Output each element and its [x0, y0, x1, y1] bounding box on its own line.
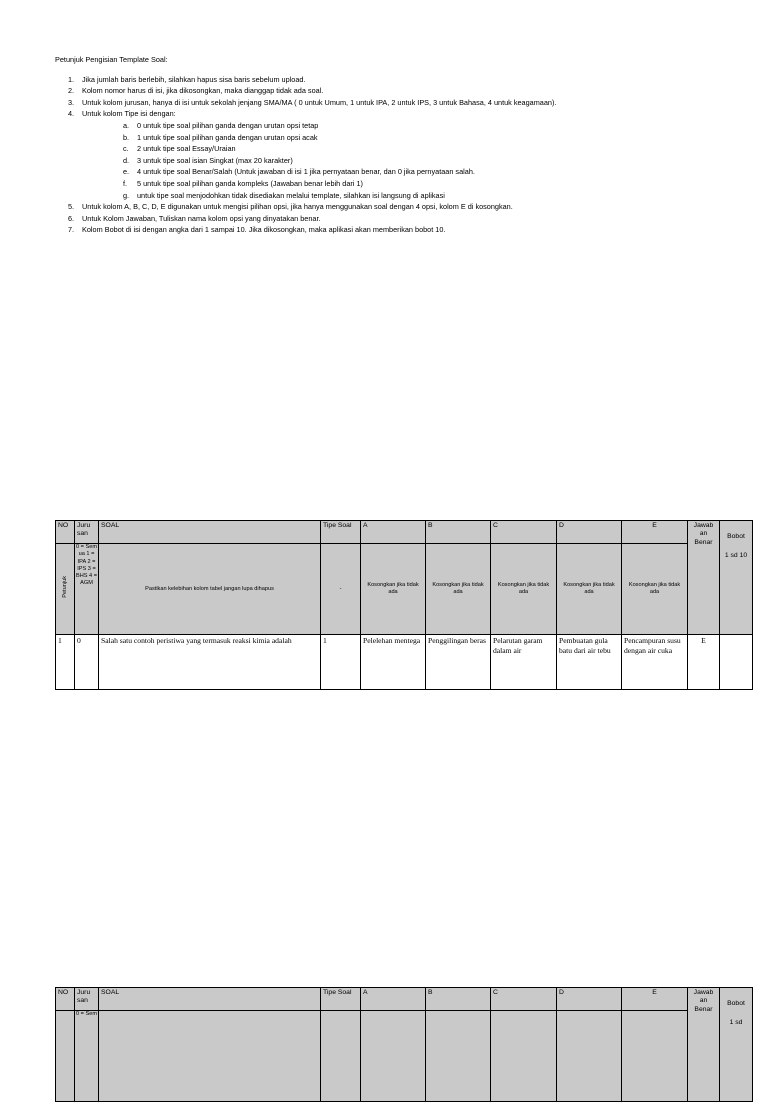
header-jawaban: Jawab an Benar: [688, 521, 720, 635]
sub-item-text: 4 untuk tipe soal Benar/Salah (Untuk jawaban di isi 1 jika pernyataan benar, dan 0 jika pernyataan salah.: [137, 167, 475, 177]
sub-item-text: 2 untuk tipe soal Essay/Uraian: [137, 144, 236, 154]
table-guide-row: [56, 544, 753, 635]
item-number: 4.: [68, 109, 75, 119]
jurusan-codes: 0 = Sem: [75, 1011, 99, 1102]
header-jawaban: Jawab an Benar: [688, 988, 720, 1102]
item-text: Kolom Bobot di isi dengan angka dari 1 sampai 10. Jika dikosongkan, maka aplikasi akan memberikan bobot 10.: [82, 225, 446, 235]
table-row: [56, 635, 753, 690]
cell-soal: Salah satu contoh peristiwa yang termasuk reaksi kimia adalah: [99, 635, 321, 690]
cell-jawaban: E: [688, 635, 720, 690]
bobot-range: 1 sd: [729, 1019, 743, 1027]
header-option-e: E: [622, 521, 688, 544]
sub-item: [82, 132, 755, 144]
table-header-row: [56, 988, 753, 1011]
option-c-note: Kosongkan jika tidak ada: [491, 544, 557, 635]
cell-jurusan: 0: [75, 635, 99, 690]
instruction-item: [55, 85, 755, 97]
header-option-c: C: [491, 521, 557, 544]
option-c-note: [491, 1011, 557, 1102]
header-bobot: [720, 988, 753, 1102]
cell-tipe: 1: [321, 635, 361, 690]
header-bobot: [720, 521, 753, 635]
option-a-note: Kosongkan jika tidak ada: [361, 544, 426, 635]
header-no: NO: [56, 521, 75, 544]
sub-item-text: 0 untuk tipe soal pilihan ganda dengan urutan opsi tetap: [137, 120, 319, 130]
header-option-a: A: [361, 988, 426, 1011]
table-header-row: [56, 521, 753, 544]
sub-item: [82, 120, 755, 132]
cell-option-b: Penggilingan beras: [426, 635, 491, 690]
cell-bobot: [720, 635, 753, 690]
option-a-note: [361, 1011, 426, 1102]
option-b-note: Kosongkan jika tidak ada: [426, 544, 491, 635]
instructions-title: Petunjuk Pengisian Template Soal:: [55, 55, 168, 64]
question-template-table: [55, 520, 753, 690]
instruction-item: [55, 213, 755, 225]
option-d-note: Kosongkan jika tidak ada: [557, 544, 622, 635]
header-option-d: D: [557, 521, 622, 544]
option-e-note: [622, 1011, 688, 1102]
sub-item-text: 1 untuk tipe soal pilihan ganda dengan urutan opsi acak: [137, 132, 318, 142]
soal-note: Pastikan kelebihan kolom tabel jangan lupa dihapus: [99, 544, 321, 635]
instructions-section: [55, 54, 755, 236]
bobot-label: Bobot: [727, 533, 745, 540]
soal-note: [99, 1011, 321, 1102]
sub-item: [82, 190, 755, 202]
item-number: 3.: [68, 97, 75, 107]
header-option-c: C: [491, 988, 557, 1011]
item-text: Kolom nomor harus di isi, jika dikosongkan, maka dianggap tidak ada soal.: [82, 86, 324, 96]
sub-item-letter: b.: [123, 132, 130, 142]
item-number: 2.: [68, 86, 75, 96]
option-e-note: Kosongkan jika tidak ada: [622, 544, 688, 635]
petunjuk-cell: [56, 1011, 75, 1102]
sub-item: [82, 166, 755, 178]
sub-item: [82, 155, 755, 167]
table-guide-row: [56, 1011, 753, 1102]
item-text: Untuk kolom jurusan, hanya di isi untuk sekolah jenjang SMA/MA ( 0 untuk Umum, 1 untuk IPA, 2 untuk IPS, 3 untuk Bahasa, 4 untuk keagamaan).: [82, 97, 557, 107]
header-option-d: D: [557, 988, 622, 1011]
cell-option-e: Pencampuran susu dengan air cuka: [622, 635, 688, 690]
item-number: 6.: [68, 213, 75, 223]
sub-item: [82, 178, 755, 190]
header-option-b: B: [426, 521, 491, 544]
item-text: Untuk kolom A, B, C, D, E digunakan untuk mengisi pilihan opsi, jika hanya menggunakan soal dengan 4 opsi, kolom E di kosongkan.: [82, 202, 513, 212]
sub-item-letter: e.: [123, 167, 130, 177]
question-template-table-2: [55, 987, 753, 1102]
bobot-range: 1 sd 10: [724, 552, 748, 560]
cell-option-c: Pelarutan garam dalam air: [491, 635, 557, 690]
sub-item-letter: f.: [123, 178, 128, 188]
sub-item-letter: c.: [123, 144, 129, 154]
item-text: Untuk kolom Tipe isi dengan:: [82, 109, 176, 119]
item-number: 5.: [68, 202, 75, 212]
petunjuk-cell: [56, 544, 75, 635]
item-number: 7.: [68, 225, 75, 235]
header-no: NO: [56, 988, 75, 1011]
header-option-b: B: [426, 988, 491, 1011]
sub-item-letter: a.: [123, 120, 130, 130]
type-sublist: [82, 120, 755, 201]
header-soal: SOAL: [99, 988, 321, 1011]
header-option-e: E: [622, 988, 688, 1011]
jurusan-codes: 0 = Sem ua 1 = IPA 2 = IPS 3 = BHS 4 = AGM: [75, 544, 99, 635]
sub-item: [82, 143, 755, 155]
cell-no: 1: [56, 635, 75, 690]
item-text: Untuk Kolom Jawaban, Tuliskan nama kolom opsi yang dinyatakan benar.: [82, 213, 321, 223]
cell-option-d: Pembuatan gula batu dari air tebu: [557, 635, 622, 690]
instruction-item: [55, 74, 755, 86]
header-jurusan: Juru san: [75, 988, 99, 1011]
sub-item-text: untuk tipe soal menjodohkan tidak disediakan melalui template, silahkan isi langsung di aplikasi: [137, 190, 445, 200]
option-b-note: [426, 1011, 491, 1102]
item-number: 1.: [68, 74, 75, 84]
sub-item-text: 5 untuk tipe soal pilihan ganda kompleks (Jawaban benar lebih dari 1): [137, 178, 363, 188]
tipe-note: [321, 1011, 361, 1102]
header-tipe: Tipe Soal: [321, 988, 361, 1011]
instructions-list: [55, 74, 755, 236]
instruction-item: [55, 108, 755, 201]
header-soal: SOAL: [99, 521, 321, 544]
sub-item-letter: d.: [123, 155, 130, 165]
header-jurusan: Juru san: [75, 521, 99, 544]
sub-item-text: 3 untuk tipe soal isian Singkat (max 20 karakter): [137, 155, 293, 165]
header-option-a: A: [361, 521, 426, 544]
petunjuk-label: Petunjuk: [61, 576, 68, 599]
instruction-item: [55, 201, 755, 213]
cell-option-a: Pelelehan mentega: [361, 635, 426, 690]
bobot-label: Bobot: [727, 1000, 745, 1007]
instruction-item: [55, 224, 755, 236]
header-tipe: Tipe Soal: [321, 521, 361, 544]
sub-item-letter: g.: [123, 190, 130, 200]
option-d-note: [557, 1011, 622, 1102]
item-text: Jika jumlah baris berlebih, silahkan hapus sisa baris sebelum upload.: [82, 74, 306, 84]
instruction-item: [55, 97, 755, 109]
tipe-note: -: [321, 544, 361, 635]
